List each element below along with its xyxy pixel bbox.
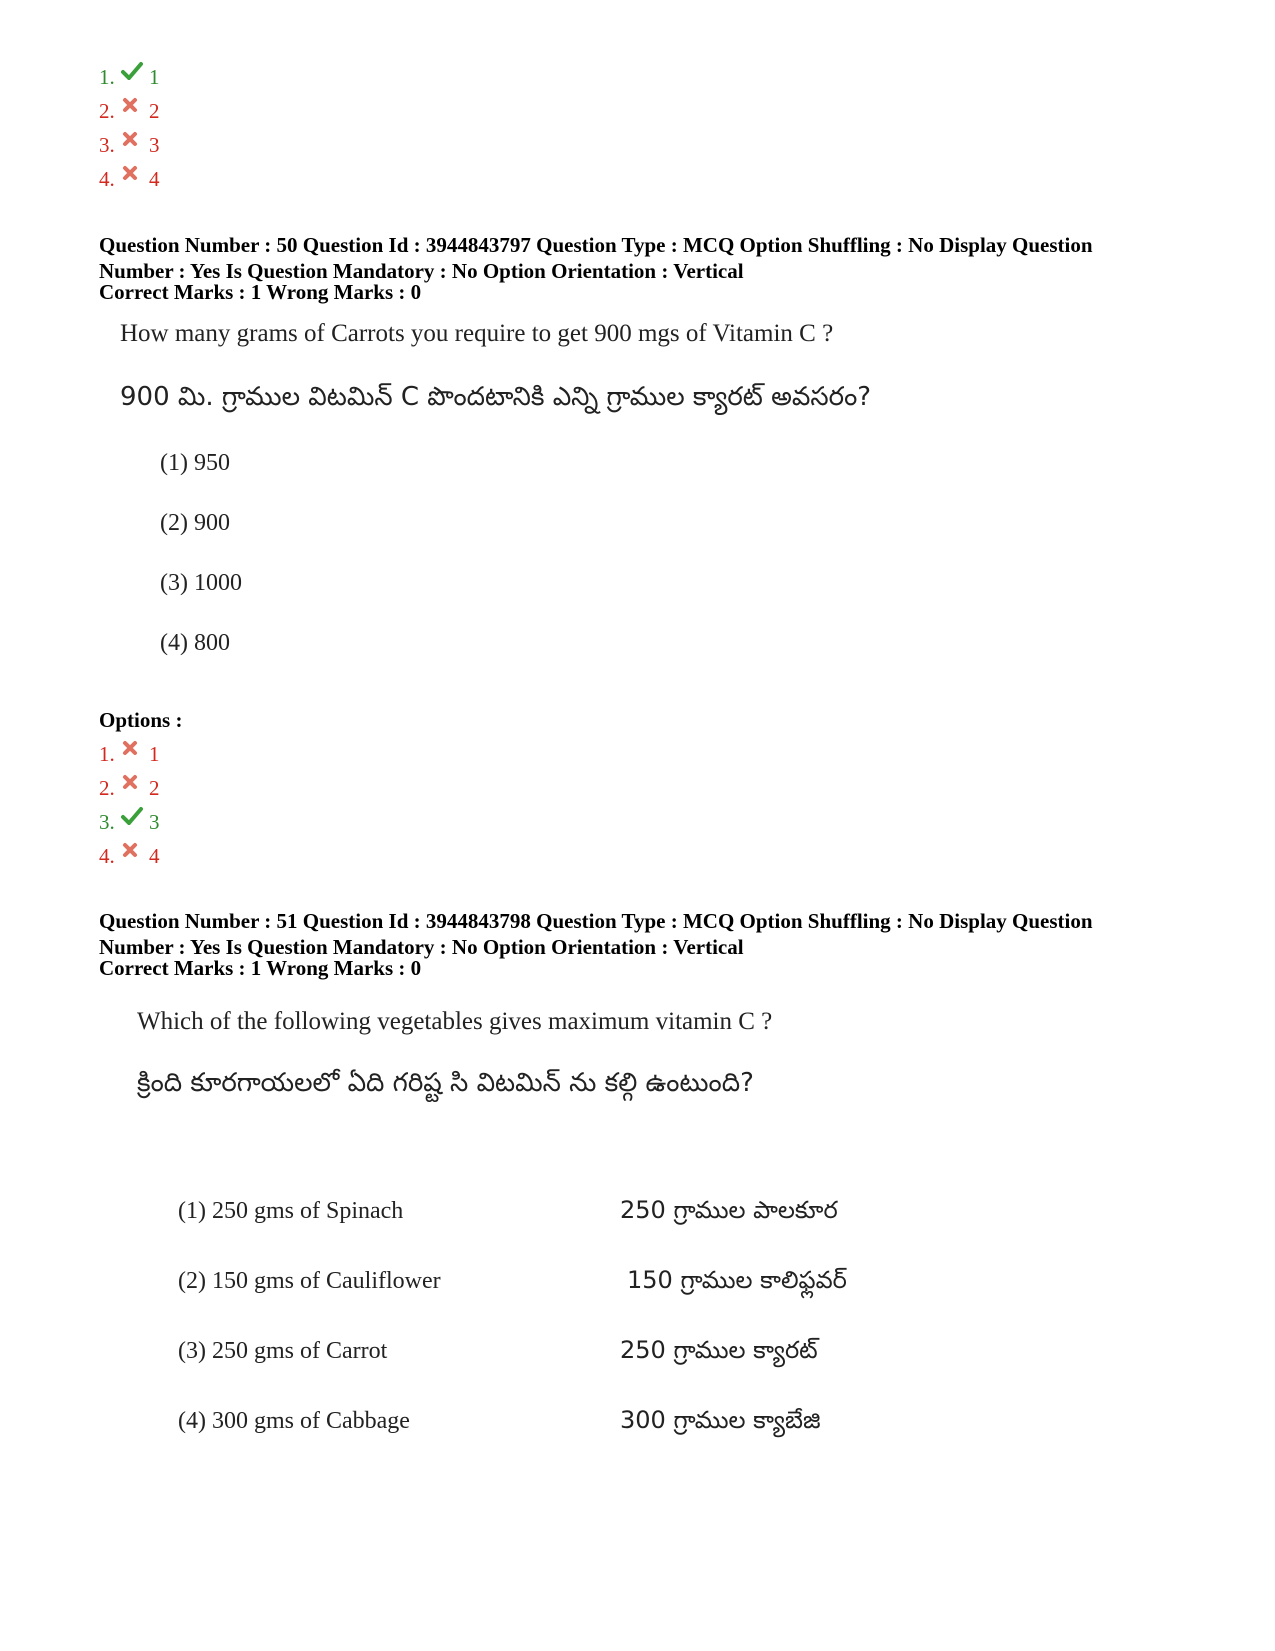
option-row (99, 94, 160, 128)
cross-icon (121, 739, 149, 759)
question-51-text-en: Which of the following vegetables gives maximum vitamin C ? (137, 1008, 773, 1035)
meta-line: Number : Yes Is Question Mandatory : No Option Orientation : Vertical (99, 259, 744, 283)
option-row (99, 805, 160, 839)
meta-line: Number : Yes Is Question Mandatory : No Option Orientation : Vertical (99, 935, 744, 959)
question-50-meta (99, 232, 1209, 284)
previous-question-options (99, 60, 160, 196)
option-row (99, 162, 160, 196)
question-50-choice: (3) 1000 (160, 570, 242, 596)
option-number: 3. (99, 133, 115, 157)
question-50-choice: (2) 900 (160, 510, 230, 536)
cross-icon (121, 130, 149, 150)
option-number: 4. (99, 167, 115, 191)
cross-icon (121, 841, 149, 861)
question-51-meta (99, 908, 1209, 960)
option-value: 1 (149, 742, 160, 766)
option-value: 2 (149, 99, 160, 123)
cross-icon (121, 773, 149, 793)
question-51-choice: (4) 300 gms of Cabbage (178, 1408, 410, 1434)
question-51-text-te: క్రింది కూరగాయలలో ఏది గరిష్ట సి విటమిన్ ను కల్గి ఉంటుంది? (137, 1068, 754, 1098)
question-50-options (99, 737, 160, 873)
meta-line: Question Number : 50 Question Id : 3944843797 Question Type : MCQ Option Shuffling : No Display Question (99, 233, 1093, 257)
question-51-choice: (1) 250 gms of Spinach (178, 1198, 404, 1224)
meta-line: Question Number : 51 Question Id : 3944843798 Question Type : MCQ Option Shuffling : No Display Question (99, 909, 1093, 933)
option-row (99, 128, 160, 162)
question-51-choice-te: 250 గ్రాముల క్యారట్ (620, 1336, 818, 1364)
question-51-choice-te: 250 గ్రాముల పాలకూర (620, 1196, 838, 1224)
option-row (99, 737, 160, 771)
option-row (99, 771, 160, 805)
question-50-choice: (4) 800 (160, 630, 230, 656)
question-50-text-en: How many grams of Carrots you require to get 900 mgs of Vitamin C ? (120, 320, 834, 347)
cross-icon (121, 164, 149, 184)
option-value: 4 (149, 167, 160, 191)
check-icon (121, 62, 149, 82)
question-50-choice: (1) 950 (160, 450, 230, 476)
option-number: 3. (99, 810, 115, 834)
option-number: 2. (99, 99, 115, 123)
check-icon (121, 807, 149, 827)
option-number: 2. (99, 776, 115, 800)
option-number: 1. (99, 65, 115, 89)
option-number: 4. (99, 844, 115, 868)
question-51-choice: (3) 250 gms of Carrot (178, 1338, 388, 1364)
question-50-marks: Correct Marks : 1 Wrong Marks : 0 (99, 280, 422, 304)
question-51-choice-te: 150 గ్రాముల కాలిఫ్లవర్ (627, 1266, 847, 1294)
question-51-choice: (2) 150 gms of Cauliflower (178, 1268, 441, 1294)
option-value: 3 (149, 810, 160, 834)
question-50-text-te: 900 మి. గ్రాముల విటమిన్ C పొందటానికి ఎన్ని గ్రాముల క్యారట్ అవసరం? (120, 382, 872, 412)
option-value: 4 (149, 844, 160, 868)
option-value: 3 (149, 133, 160, 157)
question-51-marks: Correct Marks : 1 Wrong Marks : 0 (99, 956, 422, 980)
options-label: Options : (99, 708, 183, 732)
option-value: 2 (149, 776, 160, 800)
option-value: 1 (149, 65, 160, 89)
option-row (99, 839, 160, 873)
cross-icon (121, 96, 149, 116)
option-number: 1. (99, 742, 115, 766)
option-row (99, 60, 160, 94)
question-51-choice-te: 300 గ్రాముల క్యాబేజి (620, 1406, 821, 1434)
